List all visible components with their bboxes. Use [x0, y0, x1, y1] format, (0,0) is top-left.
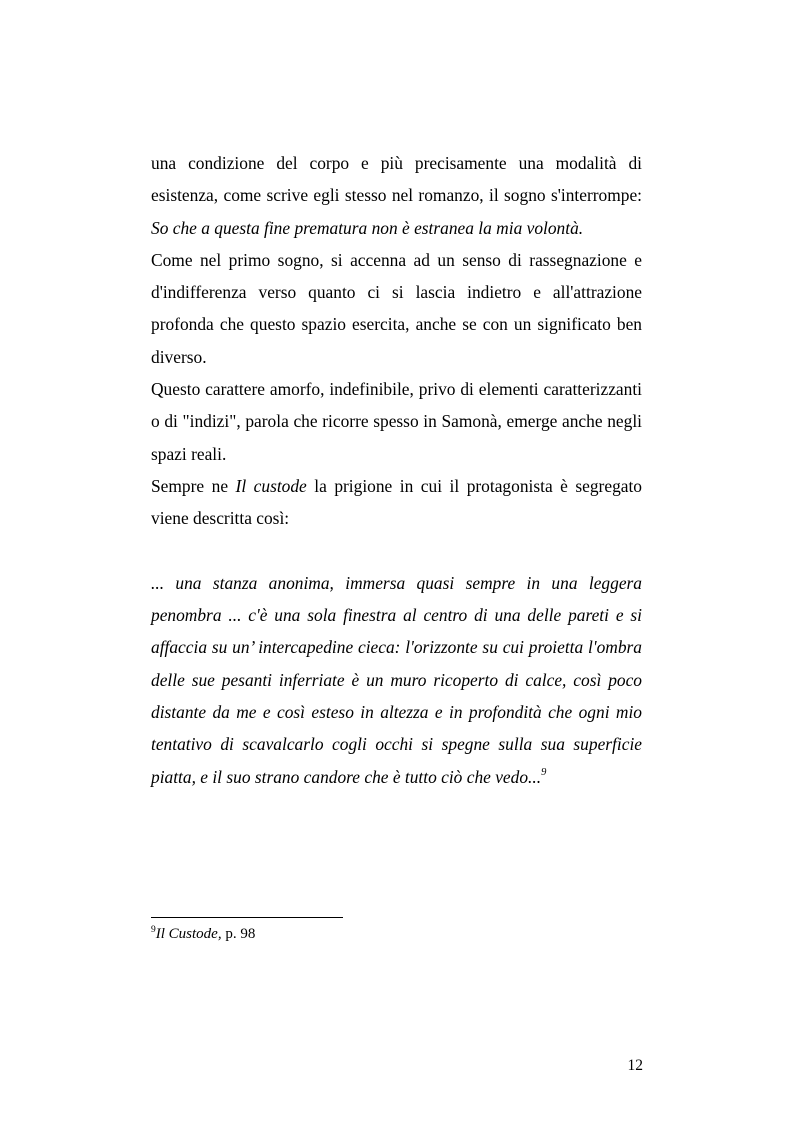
footnote-text: p. 98	[221, 926, 256, 942]
block-quote	[151, 567, 642, 793]
page-number: 12	[627, 1057, 643, 1074]
paragraph-4-text-b: la prigione in cui il protagonista è segregato viene descritta così:	[151, 475, 643, 529]
footnote-number: 9	[151, 925, 156, 935]
block-quote-text: ... una stanza anonima, immersa quasi sempre in una leggera penombra ... c'è una sola finestra al centro di una delle pareti e si affaccia su un’ intercapedine cieca: l'orizzonte su cui proietta l'ombra delle sue pesanti inferriate è un muro ricoperto di calce, così poco distante da me e così esteso in altezza e in profondità che ogni mio tentativo di scavalcarlo cogli occhi si spegne sulla sua superficie piatta, e il suo strano candore che è tutto ciò che vedo...	[151, 572, 642, 787]
paragraph-1-text: una condizione del corpo e più precisamente una modalità di esistenza, come scrive egli stesso nel romanzo, il sogno s'interrompe:	[151, 153, 642, 206]
footnote	[151, 924, 255, 944]
footnote-title: Il Custode,	[155, 926, 222, 942]
book-title-italic: Il custode	[235, 475, 307, 496]
paragraph-2: Come nel primo sogno, si accenna ad un senso di rassegnazione e d'indifferenza verso quanto ci si lascia indietro e all'attrazione profonda che questo spazio esercita, anche se con un significato ben diverso.	[151, 249, 642, 367]
paragraph-4	[151, 470, 642, 535]
footnote-separator	[151, 917, 343, 918]
body-text	[151, 147, 642, 793]
paragraph-3: Questo carattere amorfo, indefinibile, privo di elementi caratterizzanti o di "indizi", parola che ricorre spesso in Samonà, emerge anche negli spazi reali.	[151, 379, 642, 464]
paragraph-1	[151, 147, 642, 244]
paragraph-1-italic-quote: So che a questa fine prematura non è estranea la mia volontà.	[151, 217, 584, 238]
footnote-reference: 9	[541, 766, 547, 778]
paragraph-4-text-a: Sempre ne	[151, 475, 236, 496]
